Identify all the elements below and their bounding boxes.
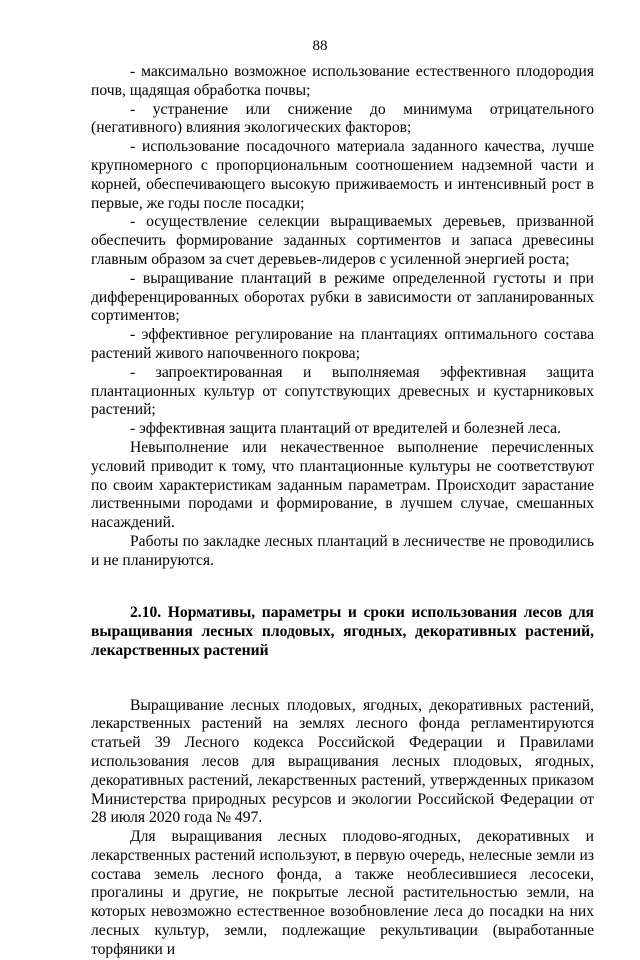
section-paragraph: Выращивание лесных плодовых, ягодных, декоративных растений, лекарственных растений на землях лесного фонда регламентируются статьей 39 Лесного кодекса Российской Федерации и Правилами использования лесов для выращивания лесных плодовых, ягодных, декоративных растений, лекарственных растений, утвержденных приказом Министерства природных ресурсов и экологии Российской Федерации от 28 июля 2020 года № 497.: [91, 696, 594, 827]
list-item: - эффективная защита плантаций от вредителей и болезней леса.: [130, 420, 561, 438]
list-item: - использование посадочного материала заданного качества, лучше крупномерного с пропорциональным соотношением надземной части и корней, обеспечивающего высокую приживаемость и интенсивный рост в первые, же годы после посадки;: [91, 138, 594, 212]
section-heading: 2.10. Нормативы, параметры и сроки использования лесов для выращивания лесных плодовых, ягодных, декоративных растений, лекарственных растений: [91, 603, 594, 659]
section-paragraph: Для выращивания лесных плодово-ягодных, декоративных и лекарственных растений используют, в первую очередь, нелесные земли из состава земель лесного фонда, а также необлесившиеся лесосеки, прогалины и другие, не покрытые лесной растительностью земли, на которых невозможно естественное возобновление леса до посадки на них лесных культур, земли, подлежащие рекультивации (выработанные торфяники и: [91, 828, 594, 958]
list-item: - осуществление селекции выращиваемых деревьев, призванной обеспечить формирование заданных сортиментов и запаса древесины главным образом за счет деревьев-лидеров с усиленной энергией роста;: [91, 213, 594, 268]
list-item: - эффективное регулирование на плантациях оптимального состава растений живого напочвенного покрова;: [91, 326, 594, 362]
body-paragraph: Работы по закладке лесных плантаций в лесничестве не проводились и не планируются.: [91, 532, 594, 569]
body-paragraph: Невыполнение или некачественное выполнение перечисленных условий приводит к тому, что плантационные культуры не соответствуют по своим характеристикам заданным параметрам. Происходит зарастание лиственными породами и формирование, в лучшем случае, смешанных насаждений.: [91, 438, 594, 532]
list-item: - выращивание плантаций в режиме определенной густоты и при дифференцированных оборотах рубки в зависимости от запланированных сортиментов;: [91, 269, 594, 325]
page-number: 88: [312, 38, 328, 54]
list-item: - запроектированная и выполняемая эффективная защита плантационных культур от сопутствующих древесных и кустарниковых растений;: [91, 363, 594, 419]
list-item: - максимально возможное использование естественного плодородия почв, щадящая обработка почвы;: [91, 63, 594, 99]
list-item: - устранение или снижение до минимума отрицательного (негативного) влияния экологических факторов;: [91, 100, 594, 137]
page-content: [91, 63, 594, 960]
